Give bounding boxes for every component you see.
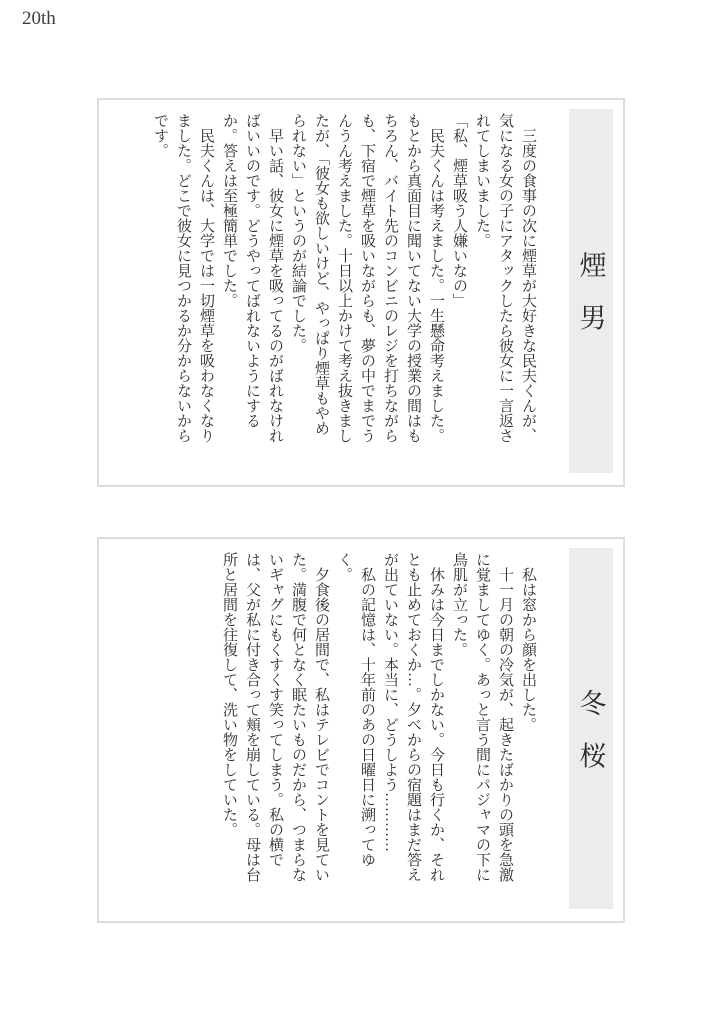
- story-title: 煙男: [575, 251, 606, 357]
- story-paragraph: 夕食後の居間で、私はテレビでコントを見ていた。満腹で何となく眠たいものだから、つまらないギャグにもくすくす笑ってしまう。私の横では、父が私に付き合って頬を崩している。母は台所と居間を往復して、洗い物をしていた。: [221, 552, 329, 882]
- card-title-strip: [569, 548, 613, 909]
- story-paragraph: 民夫くんは考えました。一生懸命考えました。もとから真面目に聞いてない大学の授業の間はもちろん、バイト先のコンビニのレジを打ちながらも、下宿で煙草を吸いながらも、夢の中でまでうんうん考えました。十日以上かけて考え抜きましたが、「彼女も欲しいけど、やっぱり煙草もやめられない」というのが結論でした。: [290, 113, 444, 443]
- card-title-strip: [569, 109, 613, 473]
- story-paragraph: 休みは今日までしかない。今日も行くか、それとも止めておくか…。夕べからの宿題はまだ答えが出ていない。本当に、どうしよう…………: [382, 552, 444, 882]
- story-title: 冬桜: [575, 688, 606, 795]
- story-paragraph: 三度の食事の次に煙草が大好きな民夫くんが、気になる女の子にアタックしたら彼女に一言返されてしまいました。: [474, 113, 536, 443]
- story-paragraph: 民夫くんは、大学では一切煙草を吸わなくなりました。どこで彼女に見つかるか分からないからです。: [152, 113, 214, 443]
- story-paragraph: 十一月の朝の冷気が、起きたばかりの頭を急激に覚ましてゆく。あっと言う間にパジャマの下に鳥肌が立った。: [451, 552, 513, 882]
- story-card-kemuri-otoko: [97, 98, 625, 487]
- page-stamp: 20th: [22, 8, 56, 29]
- story-text: [148, 113, 539, 443]
- story-card-fuyuzakura: [97, 537, 625, 923]
- story-paragraph: 「私、煙草吸う人嫌いなの」: [451, 113, 467, 308]
- story-paragraph: 早い話、彼女に煙草を吸ってるのがばれなければいいのです。どうやってばれないようにするか。答えは至極簡単でした。: [221, 113, 283, 443]
- story-text: [217, 552, 539, 882]
- story-paragraph: 私は窓から顔を出した。: [520, 567, 536, 732]
- story-paragraph: 私の記憶は、十年前のあの日曜日に溯ってゆく。: [336, 552, 375, 867]
